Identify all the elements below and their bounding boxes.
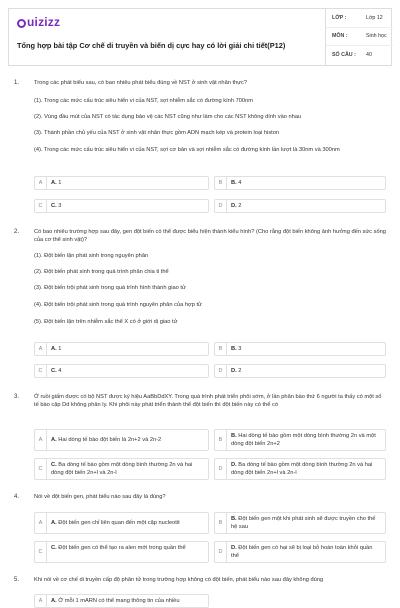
option-text: 2 [238,203,242,209]
option-letter: B [215,177,227,189]
option-prefix: C. [51,462,57,468]
statement: (5). Đột biến lặn trên nhiễm sắc thể X có ở giới dị giao tử [34,319,178,325]
option-prefix: A. [51,437,57,443]
option-prefix: C. [51,203,57,209]
option-prefix: C. [51,545,57,551]
option-c[interactable] [34,199,209,213]
option-b[interactable] [214,176,386,190]
worksheet-header [8,8,392,66]
option-text: Ở mỗi 1 mARN có thể mang thông tin của nhiều [58,598,180,604]
option-text: 1 [58,180,62,186]
option-text: 2 [238,368,242,374]
option-letter: D [215,542,227,562]
info-subject-row [326,27,393,46]
question-text: Nói về đột biến gen, phát biểu nào sau đây là đúng? [34,494,166,500]
option-b[interactable] [214,429,386,451]
option-b[interactable] [214,512,386,534]
question-text: Khi nói về cơ chế di truyền cấp độ phân tử trong trường hợp không có đột biến, phát biểu nào sau đây không đúng [34,577,324,583]
option-letter: B [215,513,227,533]
option-prefix: B. [231,180,237,186]
statement: (4). Đột biến trội phát sinh trong quá trình nguyên phân của hợp tử [34,302,202,308]
info-value: 40 [366,52,372,58]
option-letter: C [35,365,47,377]
info-label: LỚP : [332,15,347,21]
option-prefix: B. [231,346,237,352]
statement: (1). Trong các mức cấu trúc siêu hiển vi của NST, sợi nhiễm sắc có đường kính 700nm [34,98,253,104]
question-number: 2. [14,229,20,235]
question-number: 1. [14,80,20,86]
option-prefix: D. [231,462,237,468]
option-a[interactable] [34,594,209,608]
option-a[interactable] [34,512,209,534]
option-prefix: D. [231,203,237,209]
statement: (4). Trong các mức cấu trúc siêu hiển vi của NST, sợi cơ bản và sợi nhiễm sắc có đường kính lần lượt là 30nm và 300nm [34,147,340,153]
option-c[interactable] [34,364,209,378]
option-letter: A [35,343,47,355]
question-number: 5. [14,577,20,583]
option-prefix: B. [231,516,237,522]
option-b[interactable] [214,342,386,356]
statement: (3). Đột biến trội phát sinh trong quá trình hình thành giao tử [34,285,186,291]
option-d[interactable] [214,199,386,213]
option-d[interactable] [214,458,386,480]
quizizz-logo [17,15,60,29]
option-text: Ba dòng tế bào gồm một dòng bình thường 2n và hai dòng đột biến 2n+l và 2n-l [231,462,373,476]
option-prefix: D. [231,545,237,551]
logo-text: uizizz [27,15,61,29]
info-label: MÔN : [332,33,348,39]
option-prefix: C. [51,368,57,374]
info-panel [325,9,393,65]
option-text: 3 [238,346,242,352]
option-text: Đột biến gen có thể tạo ra alen mới trong quần thể [58,545,186,551]
option-prefix: A. [51,598,57,604]
option-text: 4 [238,180,242,186]
question-text: Ở ruồi giấm được có bộ NST được ký hiệu AaBbDdXY. Trong quá trình phát triển phôi sớm, ở lần phân bào thứ 6 người ta thấy có một số tế bào cặp Dd không phân ly. Khi phôi này phát triển thành thể đột biến thì đột biến này có thể có [34,394,382,409]
info-value: Lớp 12 [366,15,383,21]
option-letter: A [35,177,47,189]
statement: (1). Đột biến lặn phát sinh trong nguyên phân [34,253,149,259]
worksheet-title: Tổng hợp bài tập Cơ chế di truyền và biến dị cực hay có lời giải chi tiết(P12) [17,41,286,50]
question-number: 3. [14,394,20,400]
option-text: Hai dòng tế bào gồm một dòng bình thường 2n và một dòng đột biến 2n+2 [231,433,376,447]
statement: (2). Đột biến phát sinh trong quá trình phân chia ti thể [34,269,169,275]
option-text: Đột biến gen một khi phát sinh sẽ được truyền cho thế hệ sau [231,516,376,530]
info-label: SỐ CÂU : [332,52,356,58]
option-text: 4 [58,368,62,374]
option-d[interactable] [214,541,386,563]
option-a[interactable] [34,429,209,451]
option-letter: B [215,430,227,450]
option-letter: A [35,595,47,607]
question-text: Có bao nhiêu trường hợp sau đây, gen đột biến có thể được biểu hiện thành kiểu hình? (Cho rằng đột biến không ảnh hưởng đến sức sống của cơ thể sinh vật)? [34,229,386,244]
option-text: Đột biến gen có hại sẽ bị loại bỏ hoàn toàn khỏi quần thể [231,545,373,559]
option-prefix: A. [51,346,57,352]
option-letter: B [215,343,227,355]
logo-q-icon [17,19,26,28]
statement: (2). Vùng đầu mút của NST có tác dụng bảo vệ các NST cũng như làm cho các NST không dính vào nhau [34,114,302,120]
option-text: Ba dòng tế bào gồm một dòng bình thường 2n và hai dòng đột biến 2n+l và 2n-l [51,462,193,476]
option-letter: A [35,430,47,450]
option-letter: D [215,365,227,377]
question-number: 4. [14,494,20,500]
option-prefix: A. [51,180,57,186]
option-text: Đột biến gen chỉ liên quan đến một cặp nucleotit [58,520,180,526]
option-prefix: D. [231,368,237,374]
question-text: Trong các phát biểu sau, có bao nhiêu phát biểu đúng về NST ở sinh vật nhân thực? [34,80,248,86]
option-letter: C [35,459,47,479]
option-letter: C [35,200,47,212]
option-c[interactable] [34,541,209,563]
info-value: Sinh học [366,33,387,39]
option-d[interactable] [214,364,386,378]
option-letter: A [35,513,47,533]
option-letter: D [215,459,227,479]
option-text: 1 [58,346,62,352]
option-letter: C [35,542,47,562]
option-prefix: A. [51,520,57,526]
option-prefix: B. [231,433,237,439]
option-a[interactable] [34,342,209,356]
option-text: Hai dòng tế bào đột biến là 2n+2 và 2n-2 [58,437,162,443]
option-a[interactable] [34,176,209,190]
info-class-row [326,9,393,28]
info-count-row [326,46,393,64]
option-text: 3 [58,203,62,209]
statement: (3). Thành phần chủ yếu của NST ở sinh vật nhân thực gồm ADN mạch kép và protein loại histon [34,130,280,136]
option-letter: D [215,200,227,212]
option-c[interactable] [34,458,209,480]
